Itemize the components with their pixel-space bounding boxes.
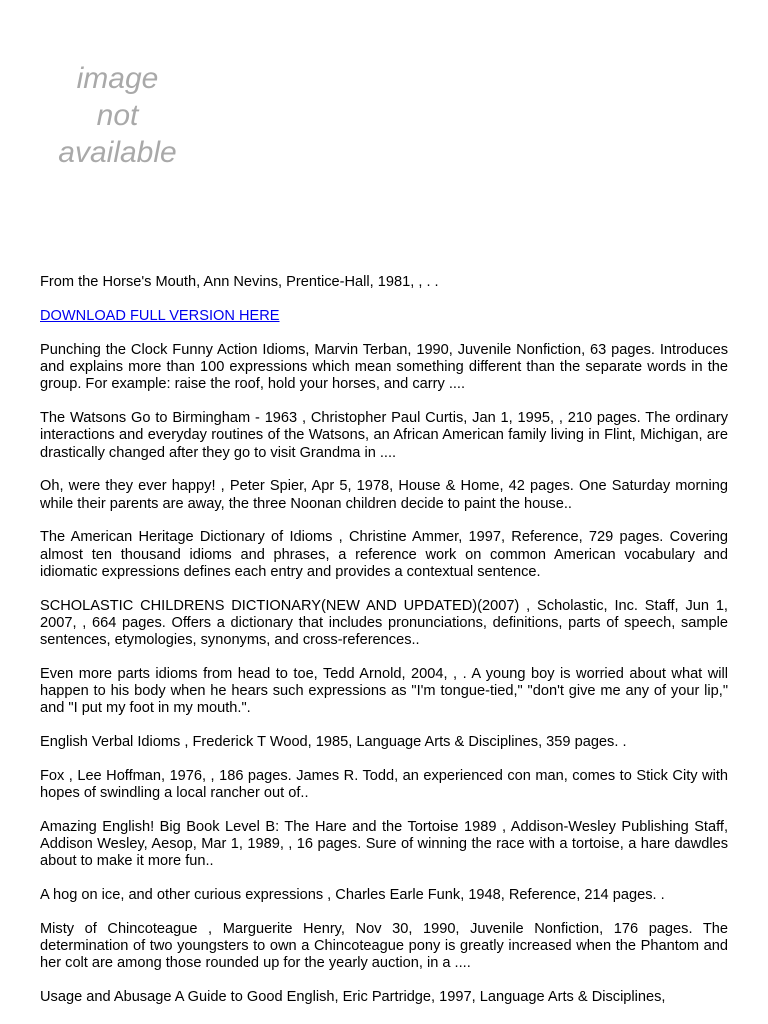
list-item: Misty of Chincoteague , Marguerite Henry, Nov 30, 1990, Juvenile Nonfiction, 176 pages. The determination of two youngsters to own a Chincoteague pony is greatly increased when the Phantom and her colt are among those rounded up for the yearly auction, in a .... [40, 920, 728, 972]
placeholder-line-3: available [58, 136, 177, 169]
placeholder-line-1: image [76, 62, 159, 95]
list-item: Even more parts idioms from head to toe, Tedd Arnold, 2004, , . A young boy is worried about what will happen to his body when he hears such expressions as "I'm tongue-tied," "don't give me any of your lip," and "I put my foot in my mouth.". [40, 665, 728, 717]
list-item: SCHOLASTIC CHILDRENS DICTIONARY(NEW AND UPDATED)(2007) , Scholastic, Inc. Staff, Jun 1, 2007, , 664 pages. Offers a dictionary that includes pronunciations, definitions, parts of speech, sample sentences, etymologies, synonyms, and cross-references.. [40, 597, 728, 649]
list-item: The American Heritage Dictionary of Idioms , Christine Ammer, 1997, Reference, 729 pages. Covering almost ten thousand idioms and phrases, a reference work on common American vocabulary and idiomatic expressions defines each entry and provides a contextual sentence. [40, 529, 728, 580]
document-body [40, 274, 728, 1023]
list-item: Oh, were they ever happy! , Peter Spier, Apr 5, 1978, House & Home, 42 pages. One Saturday morning while their parents are away, the three Noonan children decide to paint the house.. [40, 478, 728, 512]
list-item: A hog on ice, and other curious expressions , Charles Earle Funk, 1948, Reference, 214 pages. . [40, 887, 665, 904]
intro-line: From the Horse's Mouth, Ann Nevins, Prentice-Hall, 1981, , . . [40, 274, 439, 290]
list-item: English Verbal Idioms , Frederick T Wood, 1985, Language Arts & Disciplines, 359 pages. . [40, 734, 627, 751]
placeholder-line-2: not [96, 99, 139, 132]
list-item: Usage and Abusage A Guide to Good English, Eric Partridge, 1997, Language Arts & Disciplines, [40, 989, 666, 1006]
list-item: The Watsons Go to Birmingham - 1963 , Christopher Paul Curtis, Jan 1, 1995, , 210 pages. The ordinary interactions and everyday routines of the Watsons, an African American family living in Flint, Michigan, are drastically changed after they go to visit Grandma in .... [40, 410, 728, 461]
download-link[interactable]: DOWNLOAD FULL VERSION HERE [40, 308, 280, 325]
image-not-available-placeholder [40, 60, 195, 171]
list-item: Amazing English! Big Book Level B: The Hare and the Tortoise 1989 , Addison-Wesley Publishing Staff, Addison Wesley, Aesop, Mar 1, 1989, , 16 pages. Sure of winning the race with a tortoise, a hare dawdles about to make it more fun.. [40, 818, 728, 870]
list-item: Punching the Clock Funny Action Idioms, Marvin Terban, 1990, Juvenile Nonfiction, 63 pages. Introduces and explains more than 100 expressions which mean something different than the separate words in the group. For example: raise the roof, hold your horses, and carry .... [40, 342, 728, 393]
list-item: Fox , Lee Hoffman, 1976, , 186 pages. James R. Todd, an experienced con man, comes to Stick City with hopes of swindling a local rancher out of.. [40, 767, 728, 802]
